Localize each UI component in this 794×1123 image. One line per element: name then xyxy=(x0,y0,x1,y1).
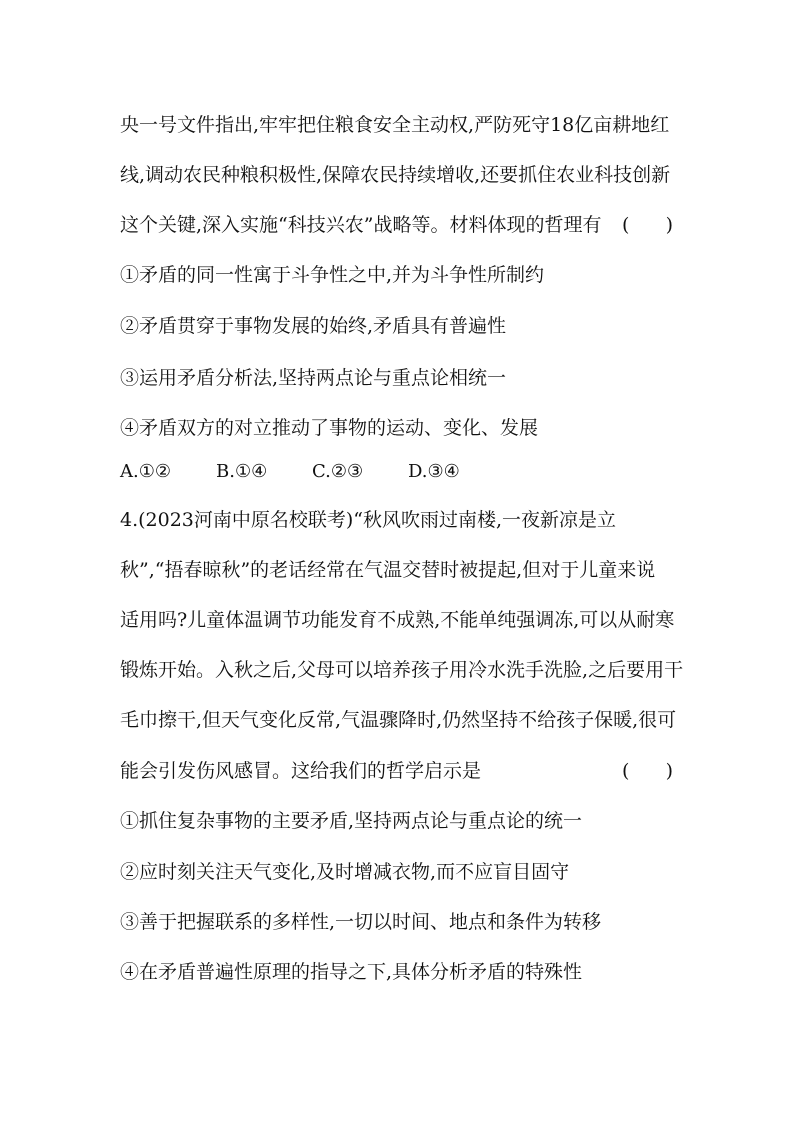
q3-text-line-3: 这个关键,深入实施“科技兴农”战略等。材料体现的哲理有 xyxy=(120,214,602,236)
q3-answer-blank: ( ) xyxy=(622,214,674,236)
q4-option-3: ③善于把握联系的多样性,一切以时间、地点和条件为转移 xyxy=(120,911,602,933)
q3-choice-c: C.②③ xyxy=(312,461,364,482)
q3-option-3: ③运用矛盾分析法,坚持两点论与重点论相统一 xyxy=(120,367,507,389)
q3-choice-b: B.①④ xyxy=(216,461,268,482)
q3-choice-a: A.①② xyxy=(120,461,171,482)
q3-text-line-1: 央一号文件指出,牢牢把住粮食安全主动权,严防死守18亿亩耕地红 xyxy=(120,114,670,136)
q3-option-1: ①矛盾的同一性寓于斗争性之中,并为斗争性所制约 xyxy=(120,264,545,286)
q3-answer-choices xyxy=(120,460,460,484)
q3-choice-d: D.③④ xyxy=(408,461,460,482)
q3-option-2: ②矛盾贯穿于事物发展的始终,矛盾具有普遍性 xyxy=(120,315,507,337)
q3-text-line-2: 线,调动农民种粮积极性,保障农民持续增收,还要抓住农业科技创新 xyxy=(120,164,671,186)
q4-text-line-1: 4.(2023河南中原名校联考)“秋风吹雨过南楼,一夜新凉是立 xyxy=(120,509,617,531)
q4-text-line-5: 毛巾擦干,但天气变化反常,气温骤降时,仍然坚持不给孩子保暖,很可 xyxy=(120,709,677,731)
q4-option-1: ①抓住复杂事物的主要矛盾,坚持两点论与重点论的统一 xyxy=(120,810,583,832)
q4-text-line-2: 秋”,“捂春晾秋”的老话经常在气温交替时被提起,但对于儿童来说 xyxy=(120,559,656,581)
q3-option-4: ④矛盾双方的对立推动了事物的运动、变化、发展 xyxy=(120,417,539,439)
q4-text-line-4: 锻炼开始。入秋之后,父母可以培养孩子用冷水洗手洗脸,之后要用干 xyxy=(120,659,684,681)
q4-text-line-6: 能会引发伤风感冒。这给我们的哲学启示是 xyxy=(120,760,482,782)
q4-option-2: ②应时刻关注天气变化,及时增减衣物,而不应盲目固守 xyxy=(120,861,570,883)
q4-text-line-3: 适用吗?儿童体温调节功能发育不成熟,不能单纯强调冻,可以从耐寒 xyxy=(120,609,675,631)
q4-option-4: ④在矛盾普遍性原理的指导之下,具体分析矛盾的特殊性 xyxy=(120,961,583,983)
q4-answer-blank: ( ) xyxy=(622,760,674,782)
